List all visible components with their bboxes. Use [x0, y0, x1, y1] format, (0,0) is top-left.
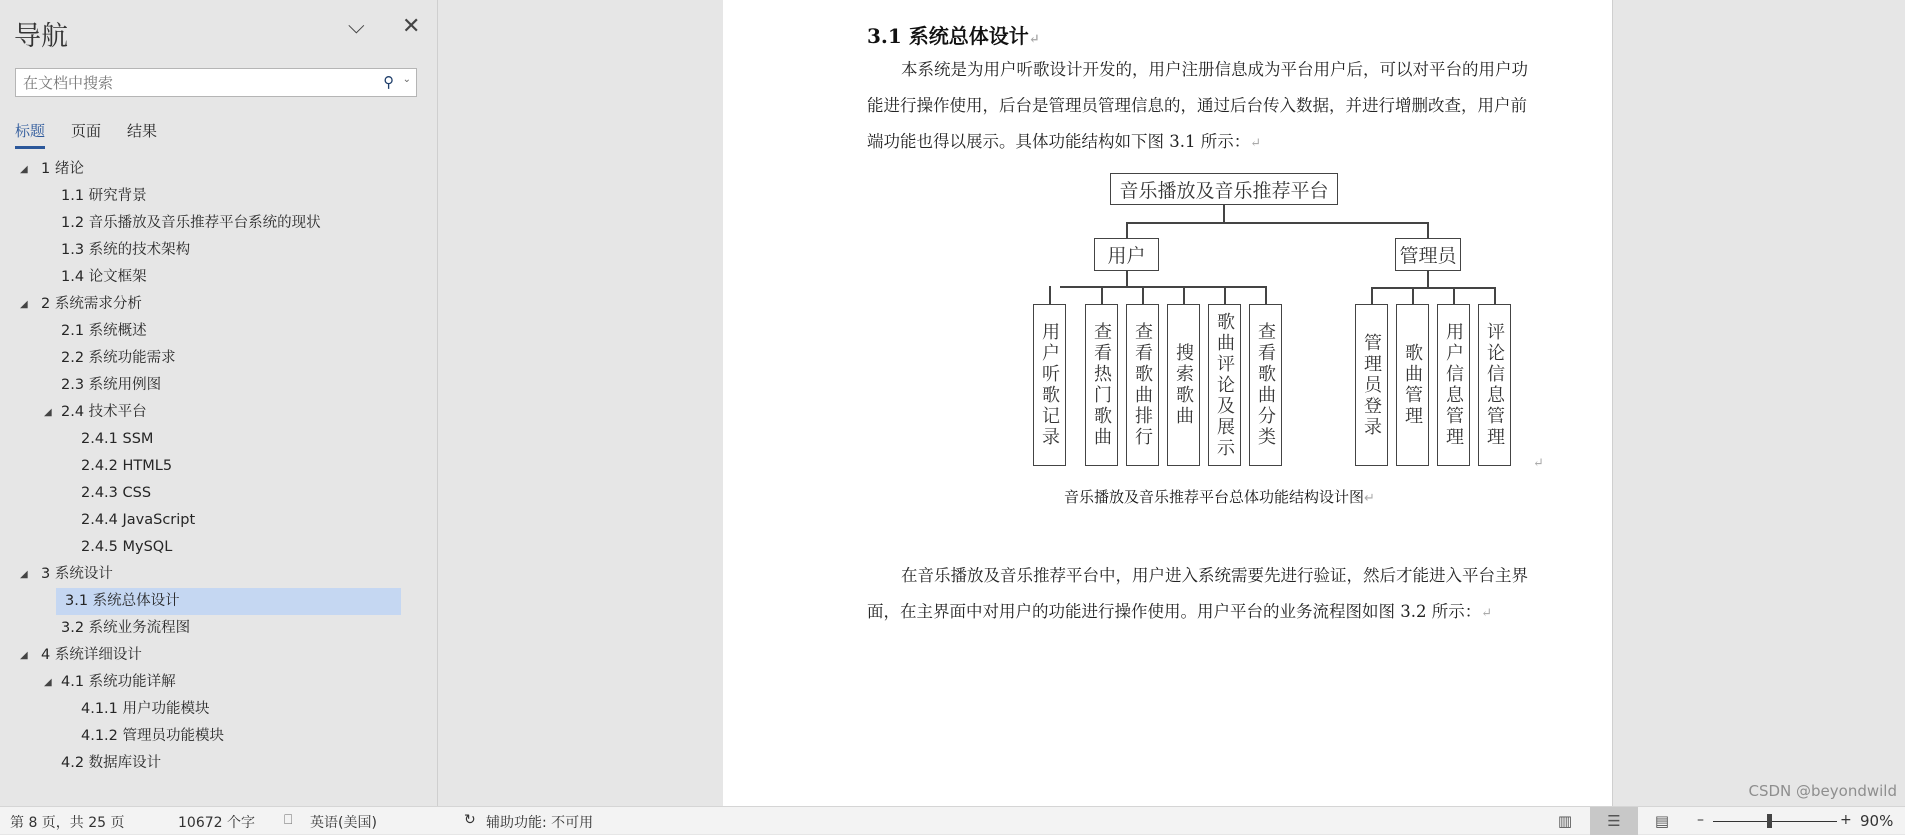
paragraph-1: 本系统是为用户听歌设计开发的，用户注册信息成为平台用户后，可以对平台的用户功能进行操作使用，后台是管理员管理信息的，通过后台传入数据，并进行增删改查，用户前端功能也得以展示。具体功能结构如下图 3.1 所示：↵	[867, 60, 1528, 151]
word-count[interactable]: 10672 个字	[178, 815, 255, 831]
zoom-level[interactable]: 90%	[1860, 812, 1894, 830]
nav-heading-label: 1.2 音乐播放及音乐推荐平台系统的现状	[61, 215, 321, 231]
nav-heading-label: 4 系统详细设计	[41, 647, 142, 663]
nav-heading-label: 2.3 系统用例图	[61, 377, 162, 393]
nav-title: 导航	[14, 21, 68, 52]
diagram-admin: 管理员	[1395, 238, 1461, 271]
search-box[interactable]	[15, 68, 417, 97]
nav-heading-label: 2.1 系统概述	[61, 323, 147, 339]
nav-heading-label: 4.1.1 用户功能模块	[81, 701, 210, 717]
book-icon: ▥	[1557, 812, 1573, 830]
figure-caption: 音乐播放及音乐推荐平台总体功能结构设计图↵	[1064, 488, 1375, 506]
expand-arrow-icon[interactable]: ◢	[20, 650, 28, 661]
section-heading: 3.1 系统总体设计↵	[867, 24, 1040, 48]
nav-heading-label: 3.1 系统总体设计	[65, 593, 180, 609]
nav-heading-label: 4.1.2 管理员功能模块	[81, 728, 225, 744]
diagram-admin-leaf: 评论信息管理	[1478, 304, 1511, 466]
proofing-icon[interactable]: ⎕	[284, 812, 293, 828]
paragraph-mark: ↵	[1028, 32, 1040, 47]
diagram-admin-leaf: 管理员登录	[1355, 304, 1388, 466]
nav-heading-label: 1.1 研究背景	[61, 188, 147, 204]
nav-heading-label: 2.4.3 CSS	[81, 485, 152, 501]
nav-heading-label: 2.4.5 MySQL	[81, 539, 173, 555]
nav-heading-label: 3 系统设计	[41, 566, 113, 582]
nav-heading-label: 2.2 系统功能需求	[61, 350, 176, 366]
nav-heading-label: 1 绪论	[41, 161, 84, 177]
zoom-slider[interactable]	[1713, 821, 1837, 822]
diagram-user-leaf: 用户听歌记录	[1033, 304, 1066, 466]
nav-tabs	[15, 120, 157, 149]
expand-arrow-icon[interactable]: ◢	[44, 407, 52, 418]
accessibility-icon[interactable]: ↻	[464, 812, 476, 828]
nav-heading-label: 4.2 数据库设计	[61, 755, 162, 771]
right-workspace	[1612, 0, 1905, 806]
expand-arrow-icon[interactable]: ◢	[20, 299, 28, 310]
nav-heading-label: 4.1 系统功能详解	[61, 674, 176, 690]
expand-arrow-icon[interactable]: ◢	[20, 569, 28, 580]
web-icon: ▤	[1654, 812, 1670, 830]
chevron-down-icon[interactable]: ⌵	[348, 14, 365, 39]
expand-arrow-icon[interactable]: ◢	[44, 677, 52, 688]
close-icon[interactable]: ✕	[402, 14, 421, 39]
diagram-root: 音乐播放及音乐推荐平台	[1110, 173, 1338, 205]
zoom-in-button[interactable]: +	[1840, 812, 1852, 828]
nav-heading-label: 2.4.4 JavaScript	[81, 512, 196, 528]
nav-heading-label: 2.4.1 SSM	[81, 431, 154, 447]
diagram-admin-leaf: 用户信息管理	[1437, 304, 1470, 466]
page-icon: ☰	[1607, 812, 1621, 830]
nav-heading-label: 1.4 论文框架	[61, 269, 147, 285]
document-page[interactable]: 3.1 系统总体设计↵ 本系统是为用户听歌设计开发的，用户注册信息成为平台用户后，可以对平台的用户功能进行操作使用，后台是管理员管理信息的，通过后台传入数据，并进行增删改查，用户前端功能也得以展示。具体功能结构如下图 3.1 所示：↵ 音乐播放及音乐推荐平台 用户 管理员 用户听歌记录 查看热门歌曲 查看歌曲排行 搜索歌曲 歌曲评论及展示 查看歌曲分类 管理员登录 歌曲管理 用户信息管理 评论信息管理 ↵ 音乐播放及音乐推荐平台总体功能结构设计图↵ 在音乐播放及音乐推荐平台中，用户进入系统需要先进行验证，然后才能进入平台主界面，在主界面中对用户的功能进行操作使用。用户平台的业务流程图如图 3.2 所示：↵	[723, 0, 1612, 806]
nav-heading-label: 1.3 系统的技术架构	[61, 242, 191, 258]
diagram-user-leaf: 查看歌曲分类	[1249, 304, 1282, 466]
diagram-user-leaf: 搜索歌曲	[1167, 304, 1200, 466]
zoom-out-button[interactable]: –	[1697, 812, 1704, 828]
language[interactable]: 英语(美国)	[310, 815, 377, 831]
status-bar	[0, 806, 1905, 834]
search-icon[interactable]: ⚲	[383, 73, 394, 91]
accessibility-status[interactable]: 辅助功能: 不可用	[486, 815, 594, 831]
tab-headings[interactable]: 标题	[15, 120, 45, 149]
diagram-user: 用户	[1094, 238, 1159, 271]
diagram-user-leaf: 查看热门歌曲	[1085, 304, 1118, 466]
navigation-pane	[0, 0, 438, 806]
print-layout-button[interactable]	[1590, 807, 1638, 835]
tab-results[interactable]: 结果	[127, 122, 158, 140]
diagram-admin-leaf: 歌曲管理	[1396, 304, 1429, 466]
nav-heading-label: 2.4.2 HTML5	[81, 458, 173, 474]
nav-heading-label: 3.2 系统业务流程图	[61, 620, 191, 636]
search-input[interactable]	[16, 69, 366, 96]
diagram-user-leaf: 查看歌曲排行	[1126, 304, 1159, 466]
zoom-slider-thumb[interactable]	[1767, 814, 1772, 828]
nav-heading-label: 2.4 技术平台	[61, 404, 147, 420]
nav-heading-item[interactable]	[56, 588, 401, 615]
paragraph-2: 在音乐播放及音乐推荐平台中，用户进入系统需要先进行验证，然后才能进入平台主界面，在主界面中对用户的功能进行操作使用。用户平台的业务流程图如图 3.2 所示：↵	[867, 566, 1528, 621]
nav-heading-label: 2 系统需求分析	[41, 296, 142, 312]
tab-pages[interactable]: 页面	[71, 122, 102, 140]
read-mode-button[interactable]	[1541, 807, 1589, 835]
web-layout-button[interactable]	[1638, 807, 1686, 835]
diagram-user-leaf: 歌曲评论及展示	[1208, 304, 1241, 466]
watermark: CSDN @beyondwild	[1748, 782, 1897, 800]
page-count[interactable]: 第 8 页，共 25 页	[10, 815, 125, 831]
search-dropdown-icon[interactable]: ⌄	[402, 74, 411, 85]
expand-arrow-icon[interactable]: ◢	[20, 164, 28, 175]
